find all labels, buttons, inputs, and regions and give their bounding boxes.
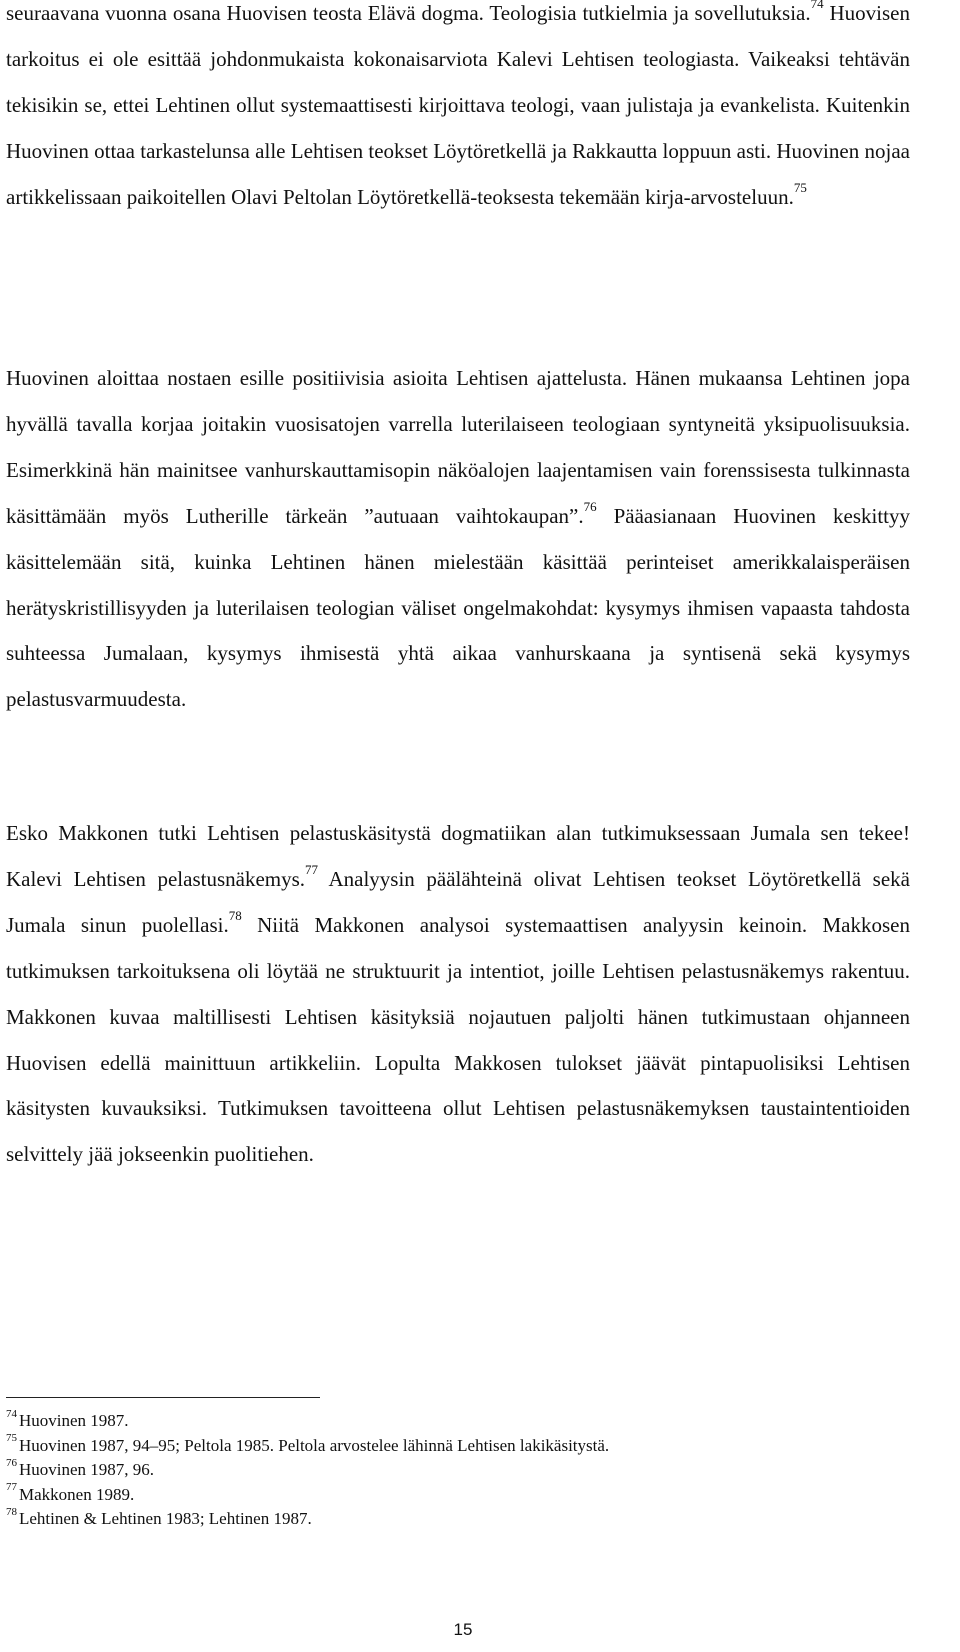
footnote-text: Huovinen 1987, 94–95; Peltola 1985. Peltola arvostelee lähinnä Lehtisen lakikäsitystä. — [19, 1435, 610, 1455]
body-paragraph — [6, 0, 910, 221]
paragraph-text: seuraavana vuonna osana Huovisen teosta Elävä dogma. Teologisia tutkielmia ja sovellutuksia. — [6, 1, 811, 25]
footnote — [6, 1458, 910, 1483]
paragraph-text: Huovisen tarkoitus ei ole esittää johdonmukaista kokonaisarviota Kalevi Lehtisen teologiasta. Vaikeaksi tehtävän tekisikin se, ettei Lehtinen ollut systemaattisesti kirjoittava teologi, vaan julistaja ja evankelista. Kuitenkin Huovinen ottaa tarkastelunsa alle Lehtisen teokset Löytöretkellä ja Rakkautta loppuun asti. Huovinen nojaa artikkelissaan paikoitellen Olavi Peltolan Löytöretkellä-teoksesta tekemään kirja-arvosteluun. — [6, 1, 910, 209]
footnote-text: Makkonen 1989. — [19, 1484, 135, 1504]
footnote-number: 78 — [6, 1505, 17, 1518]
paragraph-text: Pääasianaan Huovinen keskittyy käsittelemään sitä, kuinka Lehtinen hänen mielestään käsittää perinteiset amerikkalaisperäisen herätyskristillisyyden ja luterilaisen teologian väliset ongelmakohdat: kysymys ihmisen vapaasta tahdosta suhteessa Jumalaan, kysymys ihmisestä yhtä aikaa vanhurskaana ja syntisenä sekä kysymys pelastusvarmuudesta. — [6, 503, 910, 712]
footnote-reference[interactable]: 76 — [583, 499, 597, 515]
paragraph-text: Niitä Makkonen analysoi systemaattisen analyysin keinoin. Makkosen tutkimuksen tarkoituksena oli löytää ne struktuurit ja intentiot, joille Lehtisen pelastusnäkemys rakentuu. Makkonen kuvaa maltillisesti Lehtisen käsityksiä nojautuen paljolti hänen tutkimustaan ohjanneen Huovisen edellä mainittuun artikkeliin. Lopulta Makkosen tulokset jäävät pintapuolisiksi Lehtisen käsitysten kuvauksiksi. Tutkimuksen tavoitteena ollut Lehtisen pelastusnäkemyksen taustaintentioiden selvittely jää jokseenkin puolitiehen. — [6, 912, 910, 1167]
paragraph-text: Esko Makkonen tutki Lehtisen pelastuskäsitystä dogmatiikan alan tutkimuksessaan Jumala sen tekee! Kalevi Lehtisen pelastusnäkemys. — [6, 821, 910, 891]
footnote-text: Lehtinen & Lehtinen 1983; Lehtinen 1987. — [19, 1509, 312, 1528]
footnote-separator — [6, 1397, 320, 1398]
footnote-number: 75 — [6, 1432, 17, 1445]
footnote-text: Huovinen 1987, 96. — [19, 1460, 155, 1479]
footnote-reference[interactable]: 75 — [793, 179, 807, 195]
footnote-reference[interactable]: 77 — [305, 862, 319, 878]
page-number: 15 — [453, 1620, 473, 1639]
footnote-number: 74 — [6, 1407, 17, 1420]
paragraph-text: Huovinen aloittaa nostaen esille positiivisia asioita Lehtisen ajattelusta. Hänen mukaansa Lehtinen jopa hyvällä tavalla korjaa joitakin vuosisatojen varrella luterilaiseen teologiaan syntyneitä yksipuolisuuksia. Esimerkkinä hän mainitsee vanhurskauttamisopin näköalojen laajentamisen vain forenssisesta tulkinnasta käsittämään myös Lutherille tärkeän ”autuaan vaihtokaupan”. — [6, 366, 910, 528]
footnote-text: Huovinen 1987. — [19, 1411, 129, 1430]
footnote — [6, 1434, 910, 1459]
document-page — [6, 0, 910, 1652]
footnote — [6, 1507, 910, 1532]
footnote-reference[interactable]: 78 — [228, 908, 242, 924]
footnote-list — [6, 1409, 910, 1532]
body-paragraph — [6, 811, 910, 1178]
footnote — [6, 1409, 910, 1434]
paragraph-text: Analyysin päälähteinä olivat Lehtisen teokset Löytöretkellä sekä Jumala sinun puolellasi. — [6, 866, 910, 937]
footnote-reference[interactable]: 74 — [810, 0, 824, 12]
footnote-number: 77 — [6, 1481, 17, 1494]
footnote-number: 76 — [6, 1456, 17, 1469]
footnote — [6, 1483, 910, 1508]
body-paragraph — [6, 356, 910, 723]
